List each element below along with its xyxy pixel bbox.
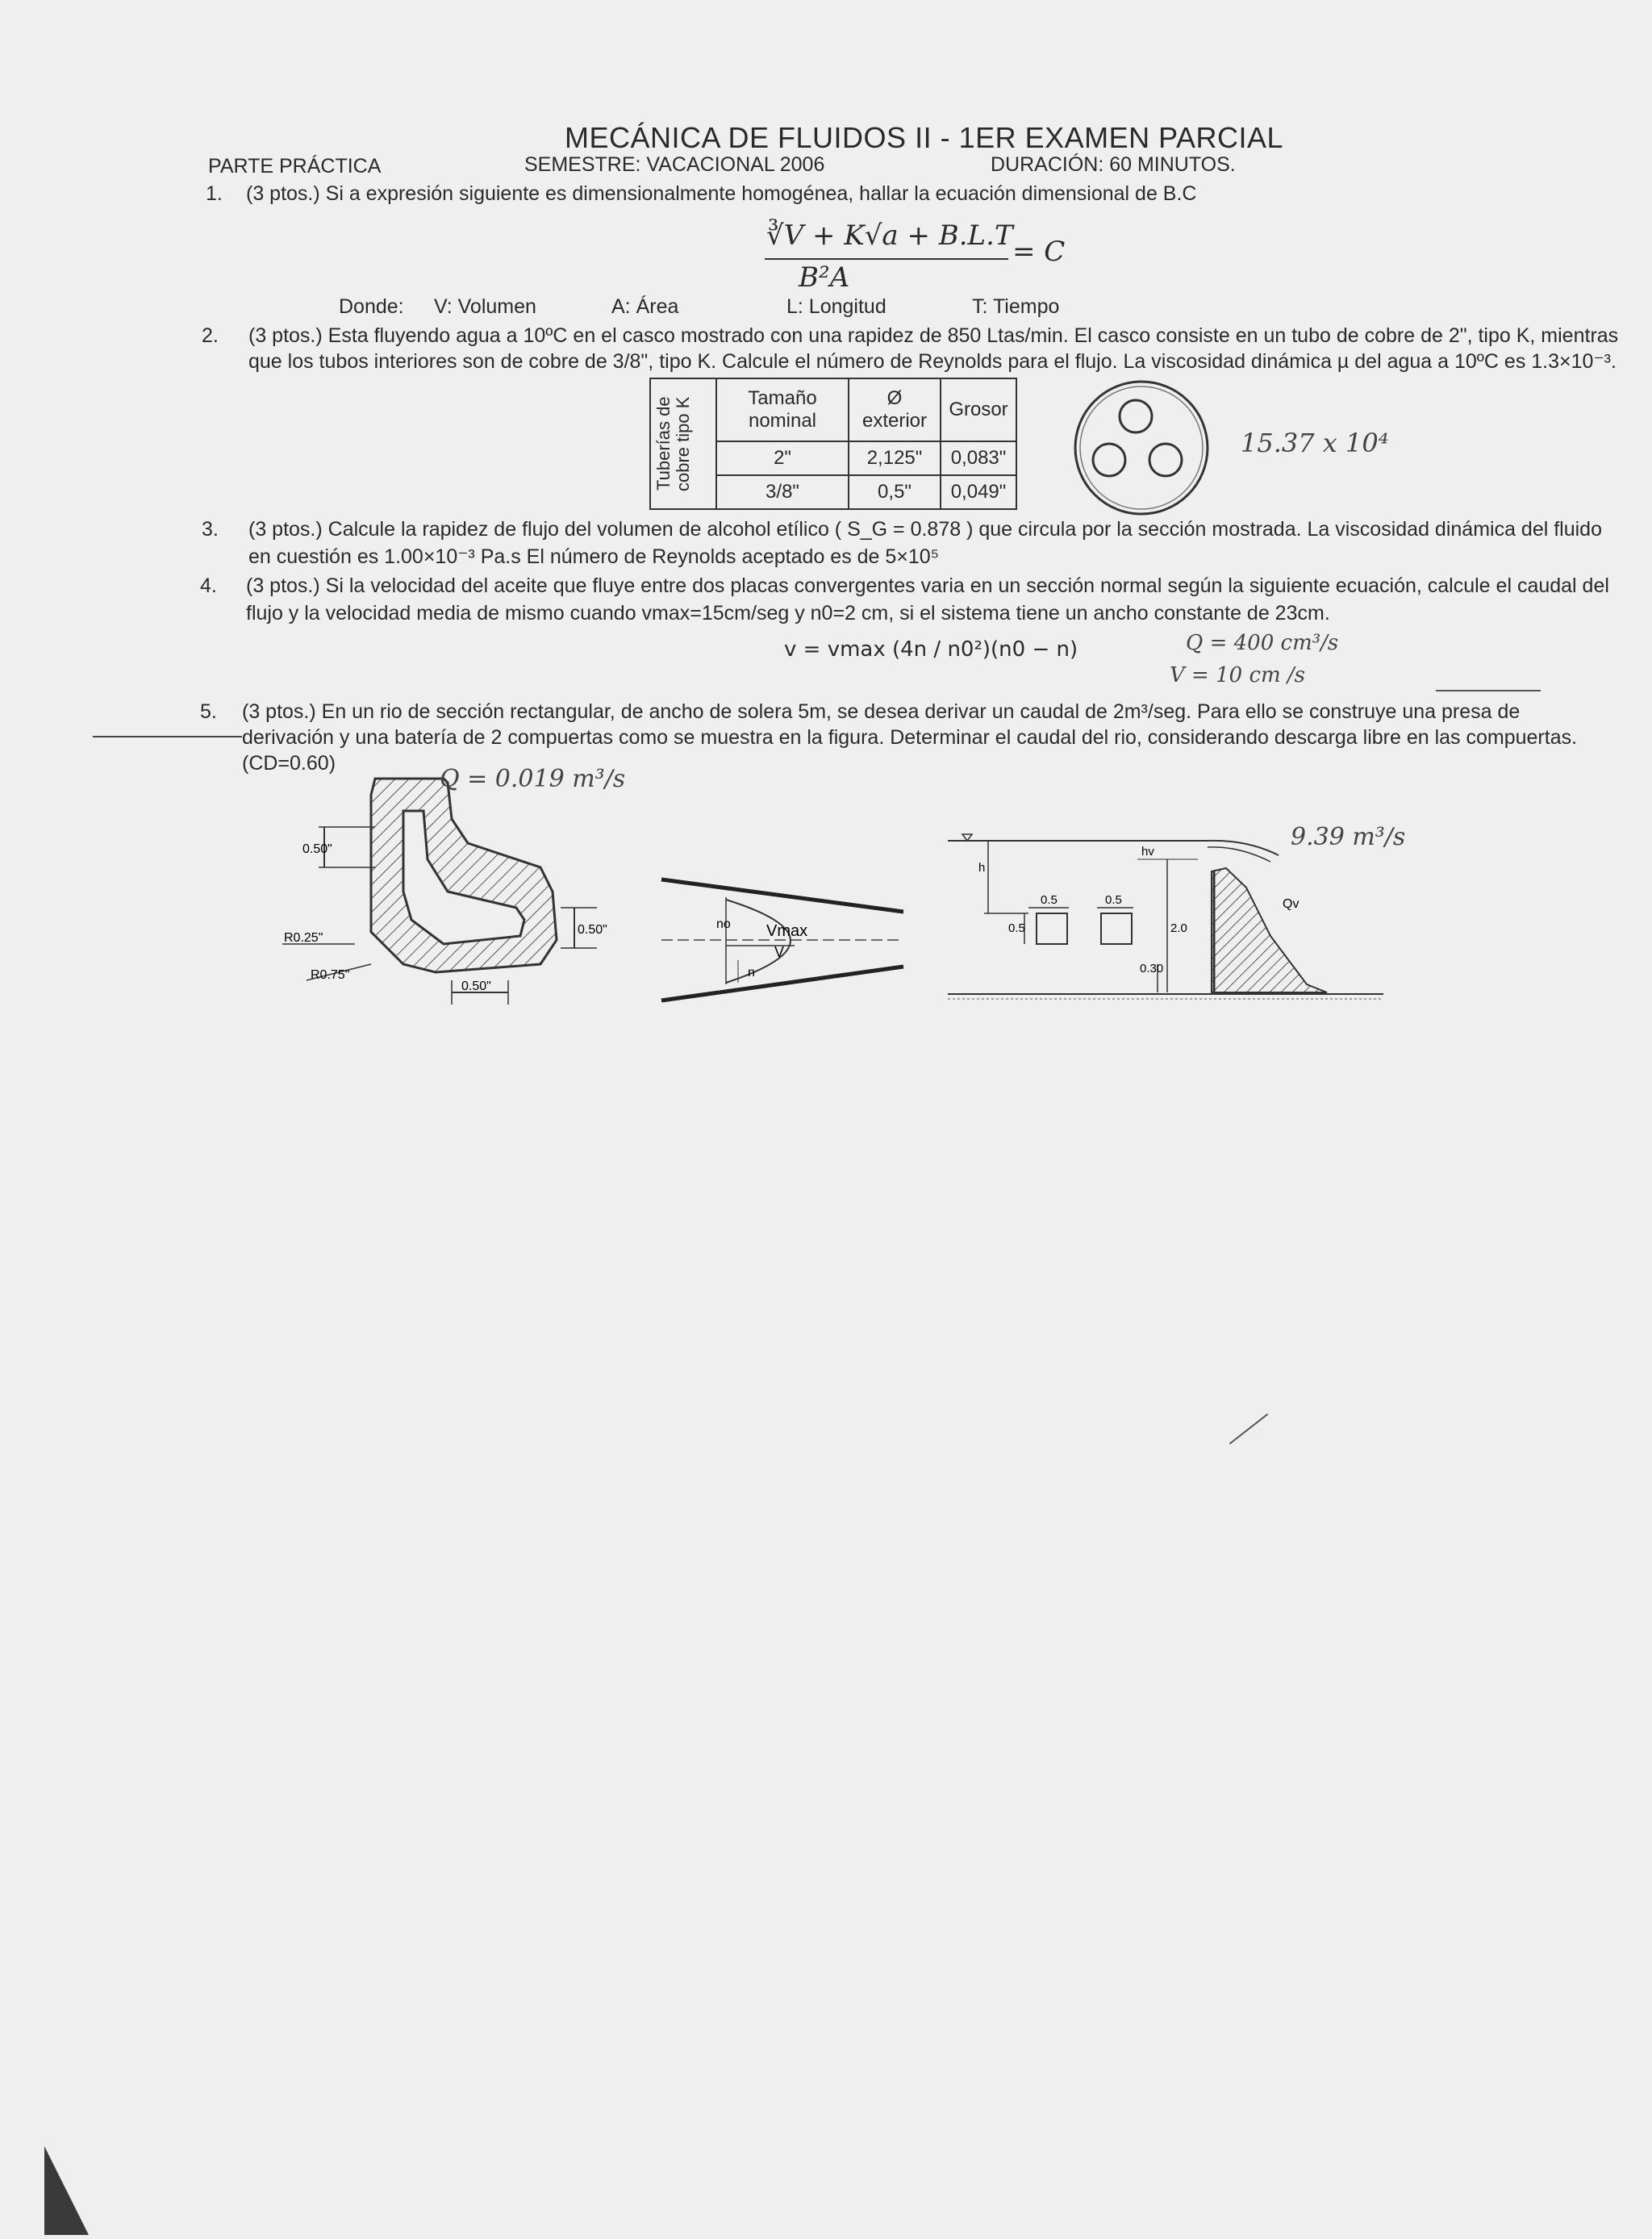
- table-header-thickness: Grosor: [941, 378, 1016, 441]
- dam-label-height: 2.0: [1170, 921, 1187, 935]
- q1-fraction-bar: [765, 258, 1008, 260]
- q1-formula-rhs: = C: [1012, 236, 1066, 268]
- dam-label-w1: 0.5: [1041, 893, 1058, 907]
- plates-label-v: V: [774, 944, 785, 960]
- scan-corner-shadow: [44, 2146, 89, 2235]
- q5-number: 5.: [200, 700, 217, 723]
- dam-gates-figure: [948, 823, 1383, 1017]
- margin-line: [1436, 690, 1541, 691]
- q4-line1: (3 ptos.) Si la velocidad del aceite que fluye entre dos placas convergentes varia en un sección normal según la siguiente ecuación, calcule el caudal del: [246, 574, 1609, 597]
- dim-label: 0.50": [461, 980, 491, 993]
- dam-label-h: h: [978, 861, 986, 875]
- q4-formula: v = vmax (4n / n0²)(n0 − n): [784, 637, 1078, 662]
- q1-where: Donde:: [339, 295, 404, 318]
- l-section-figure: [274, 762, 629, 1029]
- q5-line3: (CD=0.60): [242, 752, 336, 775]
- table-cell: 0,083": [941, 441, 1016, 475]
- dam-label-w2: 0.5: [1105, 893, 1122, 907]
- part-label: PARTE PRÁCTICA: [208, 155, 382, 178]
- shell-cross-section-figure: [1065, 371, 1226, 524]
- q1-text: (3 ptos.) Si a expresión siguiente es dimensionalmente homogénea, hallar la ecuación dimensional de B.C: [246, 182, 1197, 205]
- q3-handwritten-answer: Q = 0.019 m³/s: [440, 765, 626, 793]
- q1-number: 1.: [206, 182, 223, 205]
- table-header-size: Tamaño nominal: [716, 378, 849, 441]
- table-cell: 3/8": [716, 475, 849, 509]
- q3-number: 3.: [202, 518, 219, 541]
- table-cell: 2": [716, 441, 849, 475]
- plates-label-vmax: Vmax: [766, 922, 808, 940]
- duration-label: DURACIÓN: 60 MINUTOS.: [991, 153, 1236, 176]
- table-cell: 2,125": [849, 441, 941, 475]
- dim-label: R0.75": [311, 968, 350, 982]
- plates-label-n0: no: [716, 917, 731, 931]
- table-side-label-cell: [650, 378, 716, 509]
- q1-var-t: T: Tiempo: [972, 295, 1060, 318]
- dam-label-gap: 0.5: [1008, 921, 1025, 935]
- dam-label-hv: hv: [1141, 845, 1154, 858]
- dim-label: R0.25": [284, 931, 323, 945]
- margin-line: [93, 736, 242, 737]
- q5-line2: derivación y una batería de 2 compuertas como se muestra en la figura. Determinar el caudal del rio, considerando descarga libre en las compuertas.: [242, 726, 1578, 749]
- q1-formula-numerator: ∛V + K√a + B.L.T: [766, 219, 1013, 252]
- table-cell: 0,5": [849, 475, 941, 509]
- q3-line1: (3 ptos.) Calcule la rapidez de flujo del volumen de alcohol etílico ( S_G = 0.878 ) que circula por la sección mostrada. La viscosidad dinámica del fluido: [248, 518, 1602, 541]
- table-cell: 0,049": [941, 475, 1016, 509]
- q5-handwritten-answer: 9.39 m³/s: [1291, 823, 1406, 851]
- q2-number: 2.: [202, 324, 219, 347]
- dam-label-qv: Qv: [1283, 897, 1299, 911]
- converging-plates-figure: [653, 863, 912, 1017]
- table-header-diameter: Ø exterior: [849, 378, 941, 441]
- q4-number: 4.: [200, 574, 217, 597]
- q1-var-l: L: Longitud: [786, 295, 886, 318]
- q1-var-v: V: Volumen: [434, 295, 536, 318]
- q3-line2: en cuestión es 1.00×10⁻³ Pa.s El número de Reynolds aceptado es de 5×10⁵: [248, 545, 940, 568]
- table-side-label: Tuberías de cobre tipo K: [653, 396, 693, 491]
- exam-title: MECÁNICA DE FLUIDOS II - 1ER EXAMEN PARCIAL: [565, 121, 1284, 154]
- q4-line2: flujo y la velocidad media de mismo cuando vmax=15cm/seg y n0=2 cm, si el sistema tiene un ancho constante de 23cm.: [246, 602, 1330, 624]
- q5-line1: (3 ptos.) En un rio de sección rectangular, de ancho de solera 5m, se desea derivar un caudal de 2m³/seg. Para ello se construye una presa de: [242, 700, 1521, 723]
- pen-mark: [1229, 1414, 1269, 1445]
- q4-handwritten-1: Q = 400 cm³/s: [1186, 631, 1339, 655]
- dim-label: 0.50": [302, 842, 332, 856]
- semester-label: SEMESTRE: VACACIONAL 2006: [524, 153, 825, 176]
- plates-label-n: n: [748, 966, 755, 980]
- dim-label: 0.50": [578, 923, 607, 937]
- dam-label-base: 0.30: [1140, 962, 1164, 975]
- q2-line1: (3 ptos.) Esta fluyendo agua a 10ºC en el casco mostrado con una rapidez de 850 Ltas/min. El casco consiste en un tubo de cobre de 2", tipo K, mientras: [248, 324, 1619, 347]
- copper-pipe-table: [649, 378, 1017, 510]
- q1-formula-denominator: B²A: [799, 261, 850, 294]
- q2-handwritten-answer: 15.37 x 10⁴: [1241, 428, 1389, 458]
- q1-var-a: A: Área: [611, 295, 679, 318]
- q2-line2: que los tubos interiores son de cobre de 3/8", tipo K. Calcule el número de Reynolds para el flujo. La viscosidad dinámica µ del agua a 10ºC es 1.3×10⁻³.: [248, 350, 1617, 373]
- q4-handwritten-2: V = 10 cm /s: [1170, 663, 1306, 687]
